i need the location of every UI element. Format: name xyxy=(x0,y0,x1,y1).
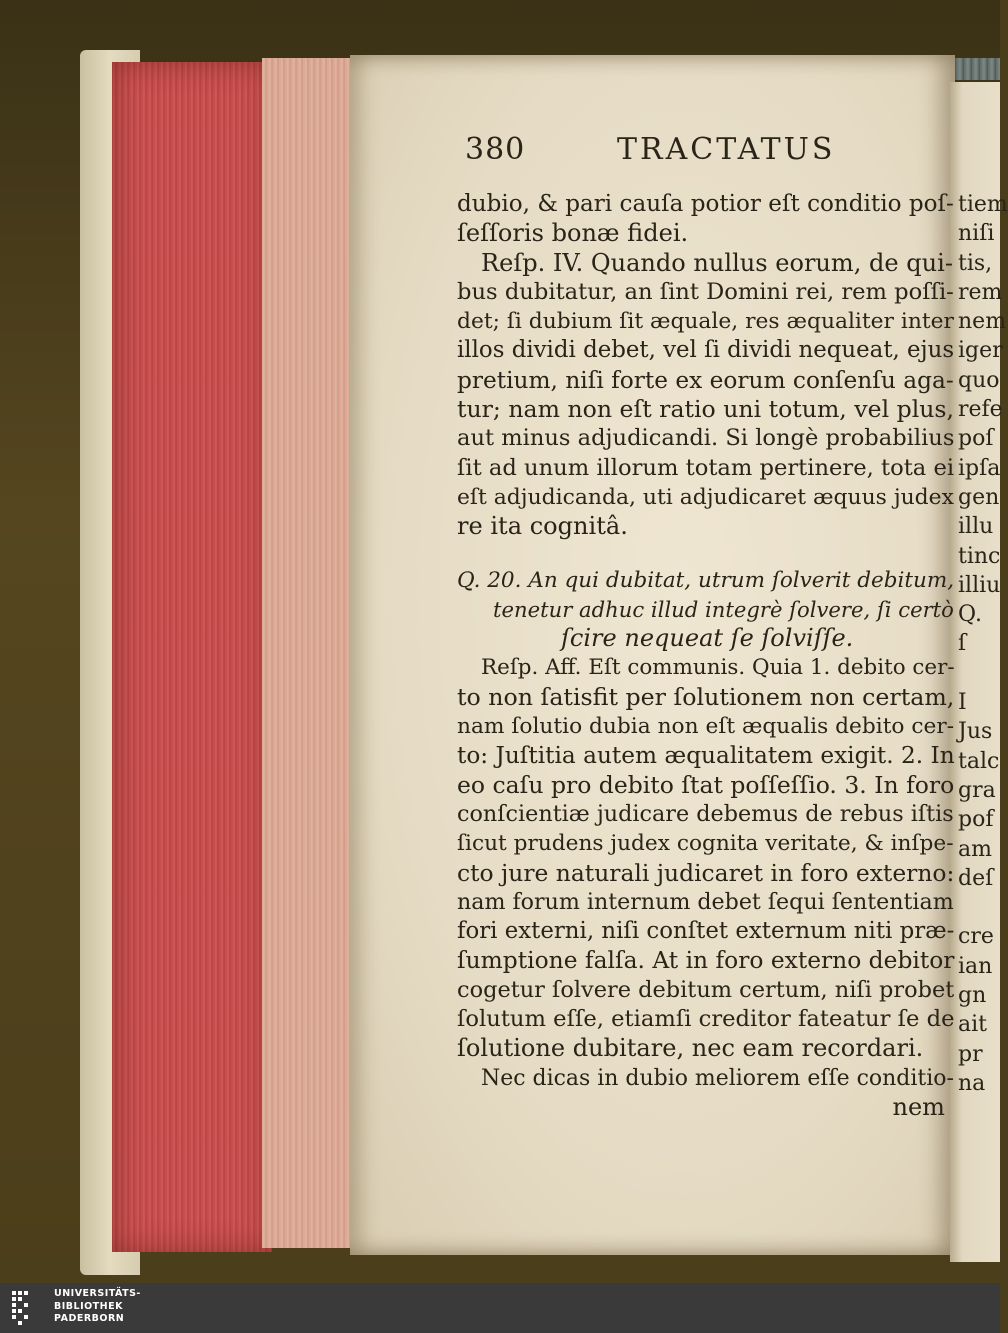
facing-page-fragment: quo xyxy=(958,367,1000,393)
facing-page-fragment: tinc xyxy=(958,543,1001,569)
page-number: 380 xyxy=(465,132,526,167)
library-name-line-1: UNIVERSITÄTS- xyxy=(54,1288,141,1299)
text-line: nam forum internum debet ſequi ſententiam xyxy=(457,888,954,915)
text-line: Reſp. IV. Quando nullus eorum, de qui- xyxy=(481,248,953,277)
text-line: ſcire nequeat ſe ſolviſſe. xyxy=(561,624,854,653)
red-page-edges xyxy=(112,62,272,1252)
text-line: ſumptione falſa. At in foro externo debitor xyxy=(457,946,955,975)
running-header xyxy=(465,132,915,172)
text-line: nem xyxy=(892,1092,945,1121)
facing-page-fragment: ian xyxy=(958,953,993,979)
text-line: Q. 20. An qui dubitat, utrum ſolverit debitum, xyxy=(457,567,955,593)
text-line: ſeſſoris bonæ fidei. xyxy=(457,219,689,248)
text-line: cogetur ſolvere debitum certum, niſi probet xyxy=(457,976,955,1003)
facing-page-fragment: tis, xyxy=(958,250,993,276)
text-line: cto jure naturali judicaret in foro externo: xyxy=(457,858,955,887)
facing-page-fragment: rem xyxy=(958,279,1003,305)
text-line: Nec dicas in dubio meliorem eſſe conditio- xyxy=(481,1065,954,1091)
text-line: ſolutione dubitare, nec eam recordari. xyxy=(457,1034,924,1063)
text-line: to non ſatisfit per ſolutionem non certam, xyxy=(457,682,955,711)
text-line: ſit ad unum illorum totam pertinere, tota ei xyxy=(457,454,955,481)
facing-page-fragment: cre xyxy=(958,924,994,950)
page-body-text xyxy=(457,190,957,1122)
text-line: bus dubitatur, an ſint Domini rei, rem poſſi- xyxy=(457,278,954,305)
library-name xyxy=(54,1288,141,1326)
facing-page-fragment: ipſa xyxy=(958,455,1001,481)
text-line: conſcientiæ judicare debemus de rebus iſtis xyxy=(457,800,954,827)
facing-page-fragment: nem xyxy=(958,309,1007,335)
facing-page-fragment: ſ xyxy=(958,631,967,657)
facing-page-fragment: deſ xyxy=(958,865,994,891)
facing-page-fragment: illu xyxy=(958,514,994,540)
facing-page-fragment: illiu xyxy=(958,572,1001,598)
facing-page-fragment: gra xyxy=(958,777,996,803)
text-line: ſicut prudens judex cognita veritate, & inſpe- xyxy=(457,831,954,857)
text-line: illos dividi debet, vel ſi dividi nequeat, ejus xyxy=(457,337,955,364)
facing-page-fragment: na xyxy=(958,1070,986,1096)
text-line: to: Juſtitia autem æqualitatem exigit. 2. In xyxy=(457,742,955,770)
text-line: tenetur adhuc illud integrè ſolvere, ſi certò xyxy=(493,596,954,622)
facing-page-fragment: Q. xyxy=(958,602,982,628)
facing-page-fragment: Jus xyxy=(958,719,993,745)
facing-page-fragment: tiem xyxy=(958,192,1008,217)
text-line: nam ſolutio dubia non eſt æqualis debito cer- xyxy=(457,714,955,740)
facing-page-fragment: iger xyxy=(958,338,1003,364)
facing-page-fragment xyxy=(958,893,1000,922)
facing-page-fragment: am xyxy=(958,836,992,862)
university-library-logo-icon xyxy=(10,1289,48,1327)
facing-page-fragment: niſi xyxy=(958,221,995,247)
facing-page-fragment: gn xyxy=(958,983,987,1009)
facing-page-fragment: ait xyxy=(958,1012,987,1038)
text-line: ſolutum eſſe, etiamſi creditor fateatur ſe de xyxy=(457,1006,955,1033)
facing-page-fragment: I xyxy=(958,690,967,716)
text-line: Reſp. Aff. Eſt communis. Quia 1. debito cer- xyxy=(481,655,955,681)
facing-page-fragments xyxy=(958,190,1008,1098)
facing-page-fragment: talc xyxy=(958,748,1000,774)
text-line xyxy=(457,542,957,566)
text-line: aut minus adjudicandi. Si longè probabilius xyxy=(457,425,955,452)
text-line: eſt adjudicanda, uti adjudicaret æquus judex xyxy=(457,484,954,510)
inner-page-edges xyxy=(262,58,357,1248)
text-line: re ita cognitâ. xyxy=(457,512,628,541)
text-line: tur; nam non eſt ratio uni totum, vel plus, xyxy=(457,395,955,424)
facing-page-fragment: gen xyxy=(958,484,1000,510)
facing-page-fragment: pr xyxy=(958,1041,983,1067)
library-name-line-2: BIBLIOTHEK xyxy=(54,1300,123,1312)
text-line: det; ſi dubium ſit æquale, res æqualiter inter xyxy=(457,309,954,335)
footer-bar xyxy=(0,1283,1000,1333)
text-line: dubio, & pari cauſa potior eſt conditio poſ- xyxy=(457,191,954,217)
facing-page-fragment: poſ xyxy=(958,426,994,452)
facing-page-fragment: pof xyxy=(958,807,994,833)
facing-page-fragment xyxy=(958,659,1000,688)
text-line: fori externi, niſi conſtet externum niti præ- xyxy=(457,918,955,945)
text-line: eo caſu pro debito ſtat poſſeſſio. 3. In foro xyxy=(457,770,955,799)
text-line: pretium, niſi forte ex eorum conſenſu aga- xyxy=(457,366,954,394)
library-name-line-3: PADERBORN xyxy=(54,1313,125,1324)
facing-page-fragment: refe xyxy=(958,397,1003,423)
running-title: TRACTATUS xyxy=(617,132,836,167)
